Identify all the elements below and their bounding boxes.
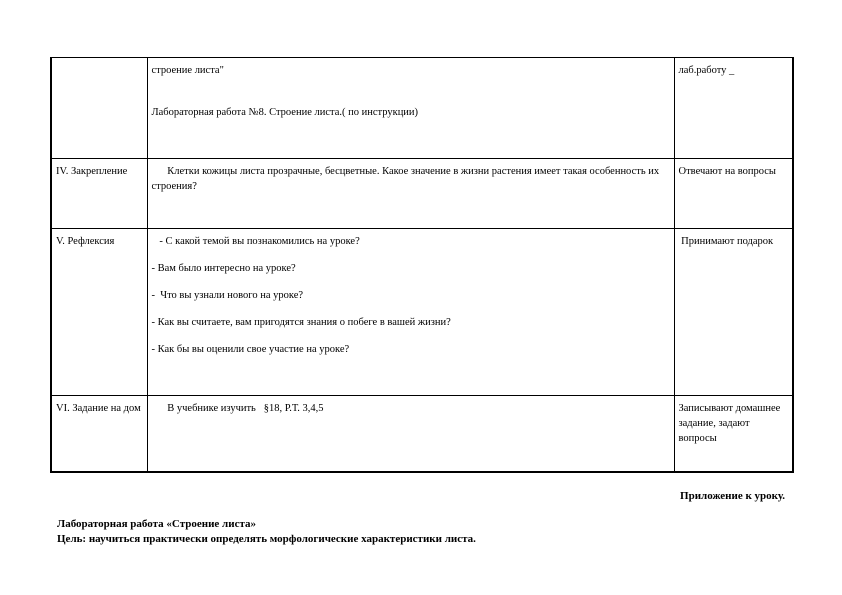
- appendix-label: Приложение к уроку.: [680, 490, 785, 502]
- students-cell: Отвечают на вопросы: [674, 159, 793, 229]
- table-row: [51, 396, 793, 472]
- content-line: строение листа": [151, 65, 224, 76]
- content-line: - Что вы узнали нового на уроке?: [151, 290, 304, 301]
- table-row: [51, 58, 793, 159]
- lesson-plan-table: [50, 57, 794, 473]
- content-line: Лабораторная работа №8. Строение листа.( по инструкции): [151, 107, 419, 118]
- lab-title: Лабораторная работа «Строение листа»: [57, 518, 256, 530]
- content-line: В учебнике изучить §18, Р.Т. 3,4,5: [151, 403, 324, 414]
- table-row: [51, 229, 793, 396]
- content-cell: [147, 58, 674, 159]
- students-cell: Принимают подарок: [674, 229, 793, 396]
- content-cell: [147, 396, 674, 472]
- stage-cell: [51, 58, 147, 159]
- stage-cell: VI. Задание на дом: [51, 396, 147, 472]
- content-line: - Как бы вы оценили свое участие на уроке?: [151, 344, 350, 355]
- stage-cell: IV. Закрепление: [51, 159, 147, 229]
- content-cell: [147, 229, 674, 396]
- stage-cell: V. Рефлексия: [51, 229, 147, 396]
- content-line: - Как вы считаете, вам пригодятся знания о побеге в вашей жизни?: [151, 317, 451, 328]
- students-cell: Записывают домашнее задание, задают вопросы: [674, 396, 793, 472]
- content-line: Клетки кожицы листа прозрачные, бесцветные. Какое значение в жизни растения имеет такая особенность их строения?: [151, 166, 662, 192]
- students-cell: лаб.работу _: [674, 58, 793, 159]
- content-line: - Вам было интересно на уроке?: [151, 263, 296, 274]
- lab-goal: Цель: научиться практически определять морфологические характеристики листа.: [57, 533, 476, 545]
- content-line: - С какой темой вы познакомились на уроке?: [151, 236, 360, 247]
- content-cell: [147, 159, 674, 229]
- table-row: [51, 159, 793, 229]
